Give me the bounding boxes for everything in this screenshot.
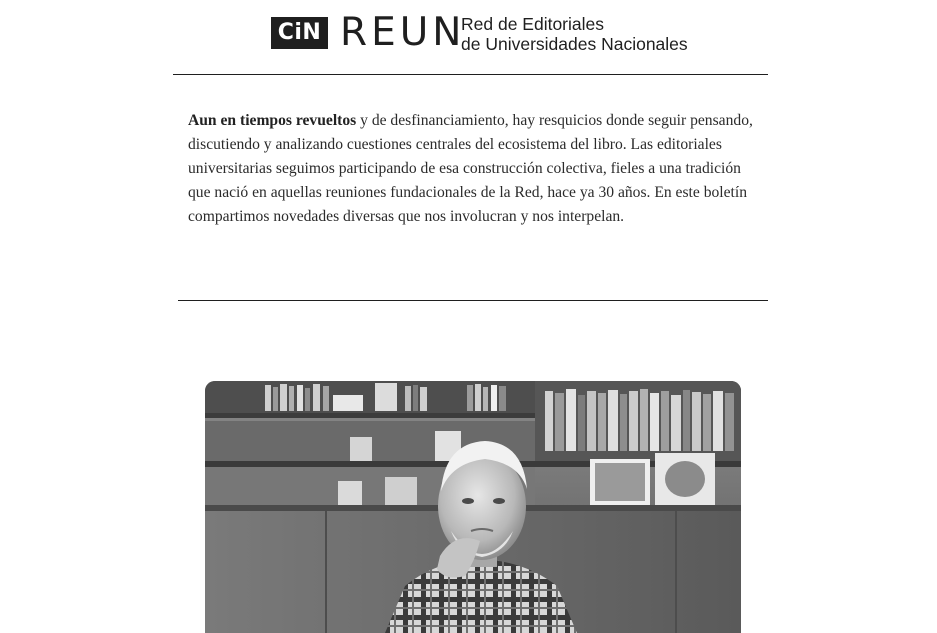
portrait-photo [205,381,741,633]
reun-subtitle-line1: Red de Editoriales [461,14,604,34]
reun-subtitle [461,14,688,54]
intro-body: y de desfinanciamiento, hay resquicios donde seguir pensando, discutiendo y analizando cuestiones centrales del ecosistema del libro. Las editoriales universitarias seguimos participando de esa construcción colectiva, fieles a una tradición que nació en aquellas reuniones fundacionales de la Red, hace ya 30 años. En este boletín compartimos novedades diversas que nos involucran y nos interpelan. [188,112,753,225]
intro-paragraph [188,109,758,229]
reun-subtitle-line2: de Universidades Nacionales [461,34,688,54]
reun-logo: REUN [340,10,466,55]
section-divider [178,300,768,301]
cin-logo: CiN [271,17,328,49]
intro-lead: Aun en tiempos revueltos [188,112,357,129]
newsletter-header [0,0,937,74]
portrait-photo-icon [205,381,741,633]
header-divider [173,74,768,75]
